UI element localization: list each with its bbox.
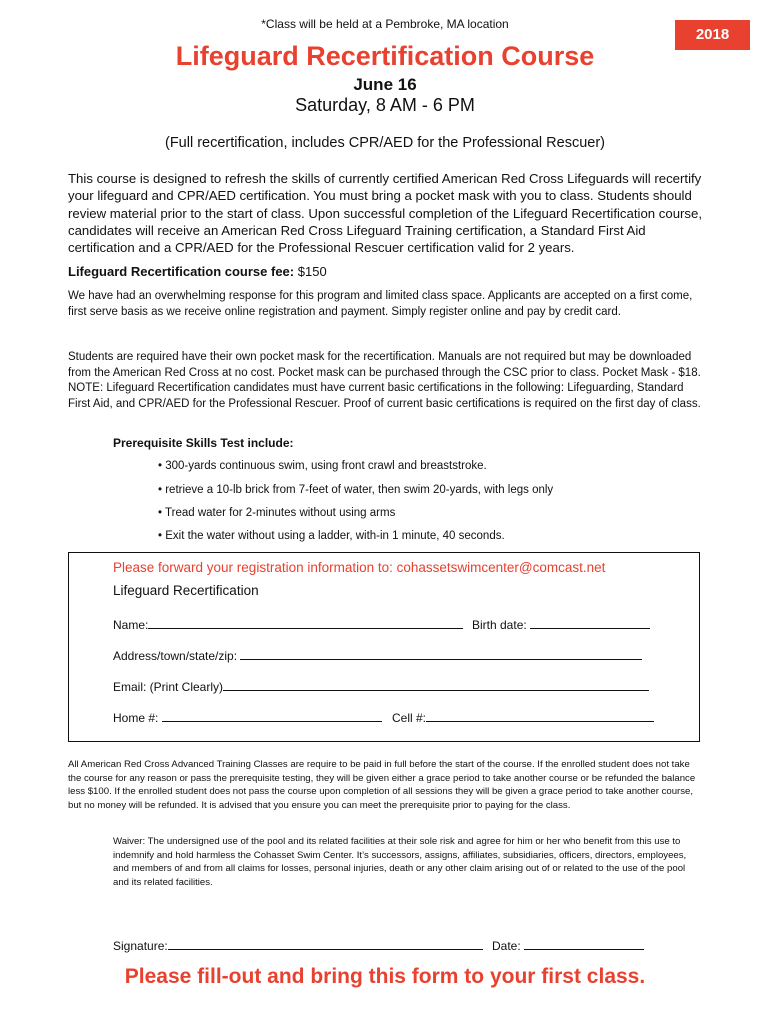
cell-phone-row [392, 709, 654, 725]
course-title: Lifeguard Recertification Course [175, 41, 595, 71]
email-label: Email: (Print Clearly) [113, 680, 224, 694]
waiver-paragraph: Waiver: The undersigned use of the pool and its related facilities at their sole risk and agree for him or her who benefit from this use to indemnify and hold harmless the Cohasset Swim Center. It’s successors, assigns, affiliates, subsidiaries, officers, directors, employees, and members of and from all claims for losses, personal injuries, death or any other claim arising out of or related to the use of the pool and its related facilities. [113, 836, 687, 888]
course-time: Saturday, 8 AM - 6 PM [295, 95, 475, 115]
email-field[interactable] [223, 678, 649, 691]
signature-date-label: Date: [492, 939, 521, 953]
intro-paragraph: This course is designed to refresh the skills of currently certified American Red Cross Lifeguards will recertify your lifeguard and CPR/AED certification. You must bring a pocket mask with you to class. Students should review material prior to the start of class. Upon successful completion of the Lifeguard Recertification course, candidates will receive an American Red Cross Lifeguard Training certification, a Standard First Aid certification and a CPR/AED for the Professional Rescuer certification valid for 2 years. [68, 171, 703, 256]
birth-date-label: Birth date: [472, 618, 527, 632]
birth-date-field[interactable] [530, 616, 650, 629]
skill-item-swim: • 300-yards continuous swim, using front crawl and breaststroke. [158, 460, 487, 472]
year-badge: 2018 [675, 20, 750, 50]
requirements-paragraph: Students are required have their own pocket mask for the recertification. Manuals are not required but may be downloaded from the American Red Cross at no cost. Pocket mask can be purchased through the CSC prior to class. Pocket Mask - $18. NOTE: Lifeguard Recertification candidates must have current basic certifications in the following: Lifeguarding, Standard First Aid, and CPR/AED for the Professional Rescuer. Proof of current basic certifications is required on the first day of class. [68, 351, 701, 410]
signature-field[interactable] [168, 937, 483, 950]
address-label: Address/town/state/zip: [113, 649, 238, 663]
signature-label: Signature: [113, 939, 168, 953]
fee-line [68, 264, 327, 279]
signature-row [113, 937, 483, 953]
name-row [113, 616, 463, 632]
fee-value: $150 [297, 264, 327, 279]
email-row [113, 678, 649, 694]
name-field[interactable] [148, 616, 463, 629]
cell-phone-label: Cell #: [392, 711, 427, 725]
signature-date-field[interactable] [524, 937, 644, 950]
birth-date-row [472, 616, 650, 632]
name-label: Name: [113, 618, 149, 632]
home-phone-row [113, 709, 382, 725]
prereq-heading: Prerequisite Skills Test include: [113, 436, 294, 450]
cell-phone-field[interactable] [426, 709, 654, 722]
home-phone-field[interactable] [162, 709, 382, 722]
closing-note: Please fill-out and bring this form to your first class. [124, 965, 646, 988]
form-heading: Lifeguard Recertification [113, 583, 259, 598]
response-paragraph: We have had an overwhelming response for this program and limited class space. Applicants are accepted on a first come, first serve basis as we receive online registration and payment. Simply register online and pay by credit card. [68, 290, 693, 318]
skill-item-exit: • Exit the water without using a ladder, with-in 1 minute, 40 seconds. [158, 530, 505, 542]
skill-item-tread: • Tread water for 2-minutes without using arms [158, 507, 396, 519]
home-phone-label: Home #: [113, 711, 159, 725]
address-field[interactable] [240, 647, 642, 660]
address-row [113, 647, 642, 663]
signature-date-row [492, 937, 644, 953]
course-subtitle: (Full recertification, includes CPR/AED for the Professional Rescuer) [165, 135, 605, 151]
skill-item-brick: • retrieve a 10-lb brick from 7-feet of water, then swim 20-yards, with legs only [158, 484, 554, 496]
payment-policy-paragraph: All American Red Cross Advanced Training Classes are require to be paid in full before the start of the course. If the enrolled student does not take the course for any reason or pass the prerequisite testing, they will be given either a grace period to take another course or be refunded the balance less $100. If the enrolled student does not pass the course upon completion of all sessions they will be given a grace period to take another course, but no money will be refunded. It is advised that you ensure you can meet the prerequisite prior to paying for the class. [68, 759, 696, 811]
forward-note: Please forward your registration information to: cohassetswimcenter@comcast.net [113, 560, 606, 575]
location-note: *Class will be held at a Pembroke, MA location [261, 17, 509, 31]
fee-label: Lifeguard Recertification course fee: [68, 264, 295, 279]
course-date: June 16 [353, 75, 417, 94]
